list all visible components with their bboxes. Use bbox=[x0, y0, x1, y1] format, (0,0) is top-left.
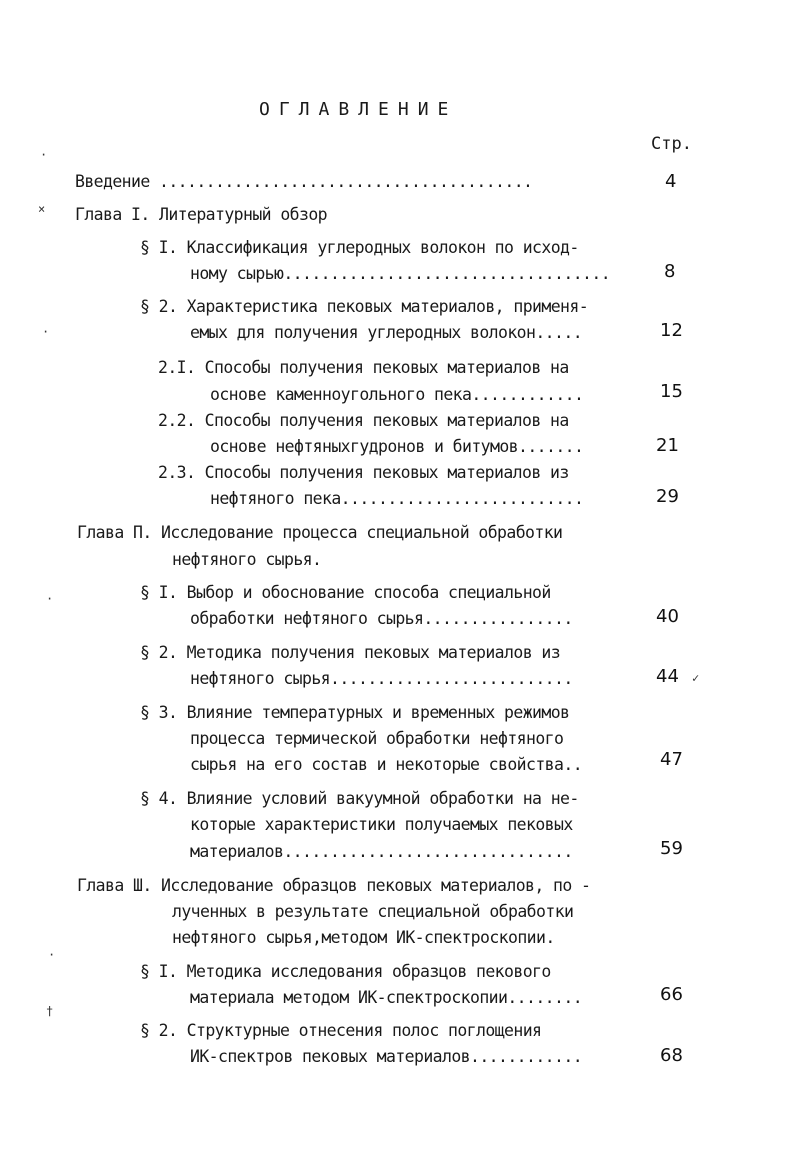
page-number: 15 bbox=[660, 381, 683, 402]
page-number: 40 bbox=[656, 606, 679, 627]
toc-title: ОГЛАВЛЕНИЕ bbox=[259, 99, 458, 120]
page-number: 44 bbox=[656, 666, 679, 687]
page-number: 29 bbox=[656, 486, 679, 507]
toc-line: процесса термической обработки нефтяного bbox=[190, 729, 564, 748]
toc-line: § 2. Методика получения пековых материалов из bbox=[140, 643, 561, 662]
toc-line: § 2. Характеристика пековых материалов, применя- bbox=[140, 297, 589, 316]
toc-line: § 2. Структурные отнесения полос поглощения bbox=[140, 1021, 542, 1040]
toc-line: которые характеристики получаемых пековых bbox=[190, 815, 573, 834]
toc-line: § I. Методика исследования образцов пекового bbox=[140, 962, 551, 981]
page-number: 12 bbox=[660, 320, 683, 341]
toc-line: материалов............................... bbox=[190, 842, 573, 861]
scan-speck: · bbox=[40, 148, 48, 162]
toc-line: нефтяного сырья,методом ИК-спектроскопии. bbox=[172, 928, 555, 947]
toc-line: Глава Ш. Исследование образцов пековых материалов, по - bbox=[77, 876, 591, 895]
toc-line: обработки нефтяного сырья................ bbox=[190, 609, 573, 628]
toc-line: § 4. Влияние условий вакуумной обработки на не- bbox=[140, 789, 579, 808]
toc-line: нефтяного сырья. bbox=[172, 550, 322, 569]
toc-line: § I. Классификация углеродных волокон по исход- bbox=[140, 238, 579, 257]
page-number: 4 bbox=[665, 171, 677, 192]
toc-line: ному сырью................................... bbox=[190, 264, 611, 283]
page-number: 21 bbox=[656, 435, 679, 456]
scan-speck: † bbox=[46, 1004, 54, 1018]
toc-line: § 3. Влияние температурных и временных режимов bbox=[140, 703, 570, 722]
toc-line: сырья на его состав и некоторые свойства.. bbox=[190, 755, 583, 774]
toc-line: 2.3. Способы получения пековых материалов из bbox=[158, 463, 569, 482]
toc-line: основе нефтяныхгудронов и битумов....... bbox=[210, 437, 584, 456]
toc-line: лученных в результате специальной обработки bbox=[172, 902, 574, 921]
page-column-header: Стр. bbox=[651, 134, 692, 154]
page-number: 68 bbox=[660, 1045, 683, 1066]
scan-speck: ✓ bbox=[692, 671, 700, 685]
toc-line: 2.I. Способы получения пековых материалов на bbox=[158, 358, 569, 377]
toc-line: Глава I. Литературный обзор bbox=[75, 205, 328, 224]
toc-line: нефтяного сырья.......................... bbox=[190, 669, 573, 688]
scan-speck: × bbox=[38, 202, 46, 216]
scan-speck: · bbox=[46, 592, 54, 606]
page-number: 47 bbox=[660, 749, 683, 770]
toc-line: ИК-спектров пековых материалов............ bbox=[190, 1047, 583, 1066]
toc-line: основе каменноугольного пека............ bbox=[210, 385, 584, 404]
scan-speck: · bbox=[42, 325, 50, 339]
toc-line: Глава П. Исследование процесса специальной обработки bbox=[77, 523, 563, 542]
toc-line: материала методом ИК-спектроскопии........ bbox=[190, 988, 583, 1007]
scan-speck: · bbox=[48, 948, 56, 962]
toc-line: Введение ........................................ bbox=[75, 172, 533, 191]
page-number: 59 bbox=[660, 838, 683, 859]
toc-line: нефтяного пека.......................... bbox=[210, 489, 584, 508]
toc-line: емых для получения углеродных волокон..... bbox=[190, 323, 583, 342]
toc-line: 2.2. Способы получения пековых материалов на bbox=[158, 411, 569, 430]
toc-line: § I. Выбор и обоснование способа специальной bbox=[140, 583, 551, 602]
page-number: 66 bbox=[660, 984, 683, 1005]
page-number: 8 bbox=[664, 261, 676, 282]
